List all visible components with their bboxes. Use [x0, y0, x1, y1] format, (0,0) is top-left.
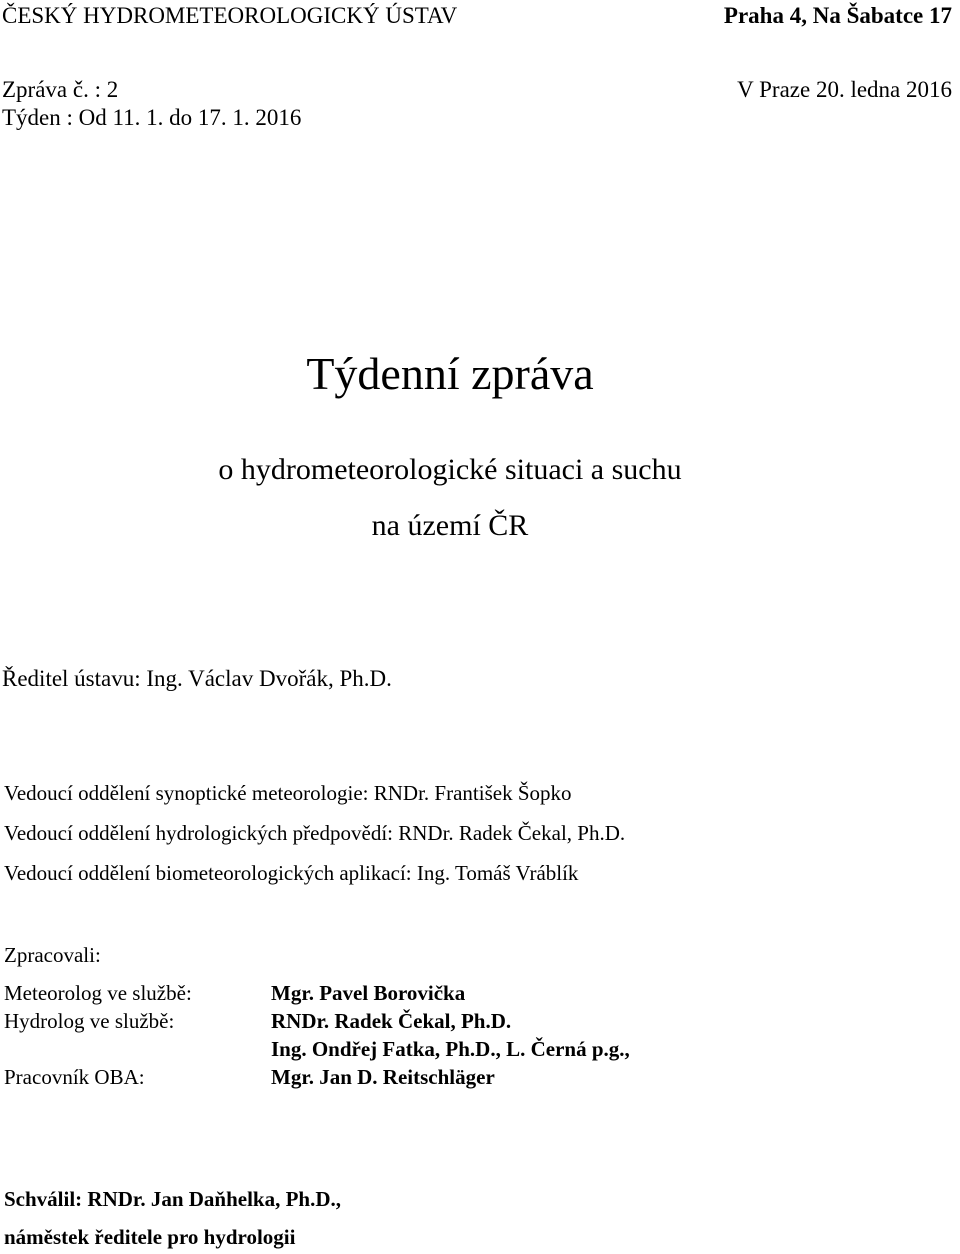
- staff-role: Pracovník OBA:: [4, 1065, 145, 1089]
- subtitle-line-2: na území ČR: [371, 509, 529, 542]
- head-hydrology: Vedoucí oddělení hydrologických předpovědí: RNDr. Radek Čekal, Ph.D.: [4, 821, 626, 845]
- report-week: Týden : Od 11. 1. do 17. 1. 2016: [2, 105, 302, 130]
- staff-name: RNDr. Radek Čekal, Ph.D.: [271, 1009, 512, 1033]
- report-date: V Praze 20. ledna 2016: [737, 77, 952, 102]
- report-number: Zpráva č. : 2: [2, 77, 119, 102]
- institute-name: ČESKÝ HYDROMETEOROLOGICKÝ ÚSTAV: [2, 3, 458, 28]
- staff-name: Mgr. Pavel Borovička: [271, 981, 466, 1005]
- head-biometeorology: Vedoucí oddělení biometeorologických aplikací: Ing. Tomáš Vráblík: [4, 861, 579, 885]
- staff-role: Hydrolog ve službě:: [4, 1009, 175, 1033]
- subtitle-line-1: o hydrometeorologické situaci a suchu: [218, 453, 682, 486]
- director-line: Ředitel ústavu: Ing. Václav Dvořák, Ph.D.: [2, 666, 392, 691]
- head-synoptic: Vedoucí oddělení synoptické meteorologie: RNDr. František Šopko: [4, 781, 572, 805]
- approval-line-1: Schválil: RNDr. Jan Daňhelka, Ph.D.,: [4, 1187, 342, 1211]
- staff-name: Mgr. Jan D. Reitschläger: [271, 1065, 495, 1089]
- approval-line-2: náměstek ředitele pro hydrologii: [4, 1225, 296, 1249]
- staff-name: Ing. Ondřej Fatka, Ph.D., L. Černá p.g.,: [271, 1037, 630, 1061]
- institute-address: Praha 4, Na Šabatce 17: [723, 3, 952, 28]
- page-title: Týdenní zpráva: [306, 348, 594, 399]
- staff-role: Meteorolog ve službě:: [4, 981, 192, 1005]
- staff-label: Zpracovali:: [4, 943, 101, 967]
